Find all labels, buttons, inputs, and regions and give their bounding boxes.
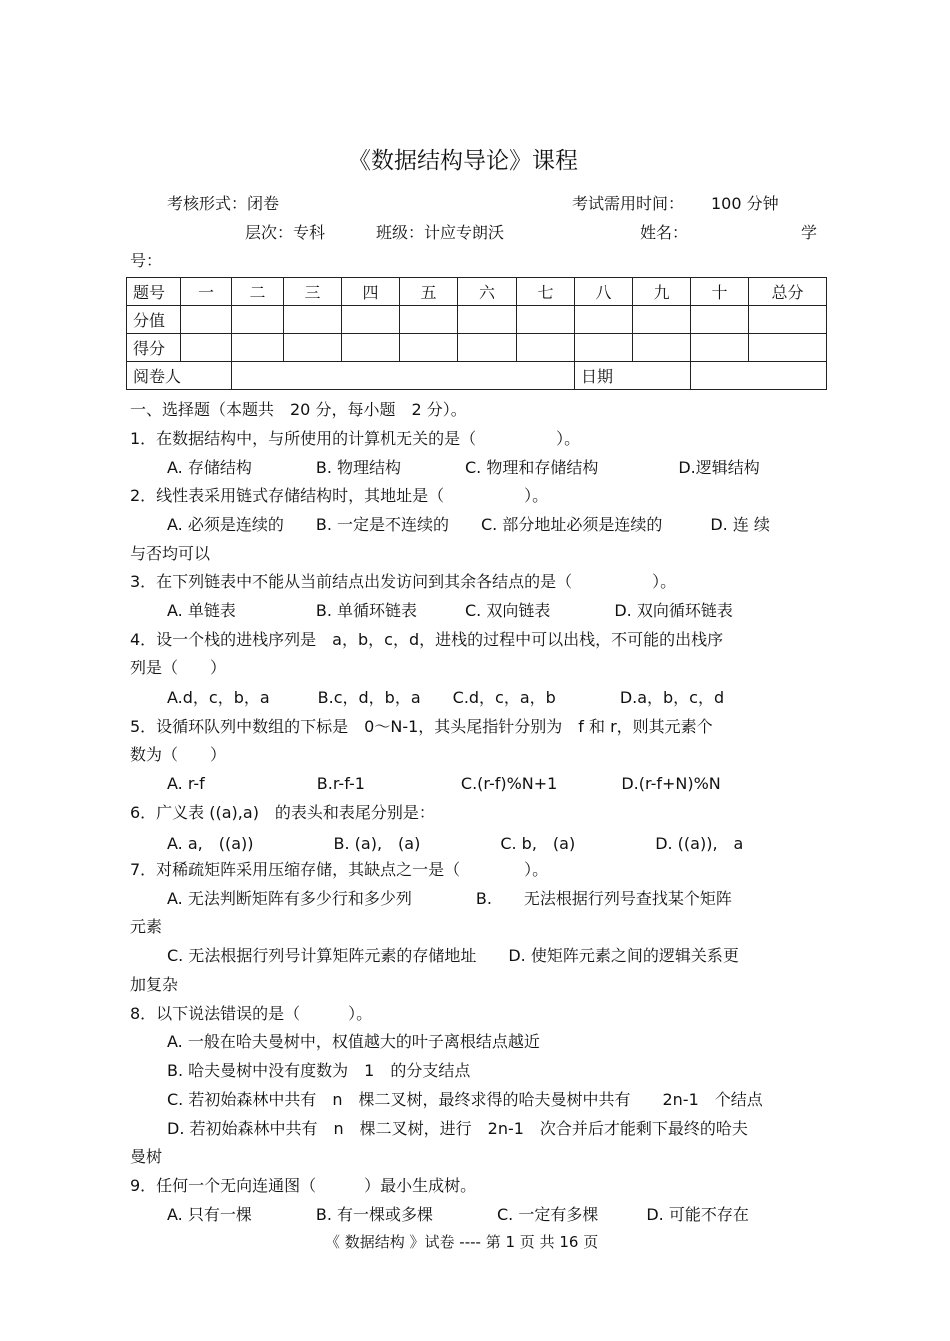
score-cell[interactable]: [517, 306, 575, 334]
score-cell[interactable]: [400, 334, 458, 362]
option-line: C. 若初始森林中共有 n 棵二叉树，最终求得的哈夫曼树中共有 2n-1 个结点: [167, 1090, 763, 1109]
score-cell[interactable]: [458, 306, 517, 334]
score-cell[interactable]: [342, 306, 400, 334]
question-line: 3．在下列链表中不能从当前结点出发访问到其余各结点的是（ ）。: [130, 572, 677, 591]
table-cell: 总分: [749, 278, 827, 306]
table-cell: 四: [342, 278, 400, 306]
question-line: 8．以下说法错误的是（ ）。: [130, 1004, 373, 1023]
option-line: 曼树: [130, 1147, 163, 1166]
score-cell[interactable]: [232, 334, 284, 362]
table-cell: 题号: [127, 278, 181, 306]
question-line: 2．线性表采用链式存储结构时，其地址是（ ）。: [130, 486, 549, 505]
question-line: 7．对稀疏矩阵采用压缩存储，其缺点之一是（ ）。: [130, 860, 549, 879]
table-cell: 十: [691, 278, 749, 306]
date-label: 日期: [575, 362, 691, 390]
table-cell: 八: [575, 278, 633, 306]
option-line: 与否均可以: [130, 544, 211, 563]
question-line: 1．在数据结构中，与所使用的计算机无关的是（ ）。: [130, 429, 581, 448]
option-line: D. 若初始森林中共有 n 棵二叉树，进行 2n-1 次合并后才能剩下最终的哈夫: [167, 1119, 748, 1138]
table-cell: 六: [458, 278, 517, 306]
table-cell: 五: [400, 278, 458, 306]
option-line: A.d，c，b，a B.c，d，b，a C.d，c，a，b D.a，b，c，d: [167, 688, 725, 707]
table-row: [127, 278, 827, 306]
question-line: 6．广义表 ((a),a) 的表头和表尾分别是：: [130, 803, 435, 822]
option-line: A. a, ((a)) B. (a), (a) C. b, (a) D. ((a)), a: [167, 834, 744, 853]
question-line: 列是（ ）: [130, 658, 227, 677]
question-line: 9．任何一个无向连通图（ ）最小生成树。: [130, 1176, 477, 1195]
score-cell[interactable]: [517, 334, 575, 362]
table-cell: 二: [232, 278, 284, 306]
table-cell: 九: [633, 278, 691, 306]
option-line: A. 无法判断矩阵有多少行和多少列 B. 无法根据行列号查找某个矩阵: [167, 889, 732, 908]
class: 班级：计应专朗沃: [376, 223, 505, 242]
section-heading: 一、选择题（本题共 20 分，每小题 2 分）。: [130, 400, 467, 419]
option-line: A. 存储结构 B. 物理结构 C. 物理和存储结构 D.逻辑结构: [167, 458, 760, 477]
exam-time-label: 考试需用时间：: [572, 194, 685, 213]
table-cell: 分值: [127, 306, 181, 334]
table-row: [127, 334, 827, 362]
score-cell[interactable]: [633, 334, 691, 362]
option-line: A. 单链表 B. 单循环链表 C. 双向链表 D. 双向循环链表: [167, 601, 733, 620]
score-cell[interactable]: [691, 306, 749, 334]
student-no-b: 号：: [130, 251, 163, 270]
table-cell: 一: [181, 278, 232, 306]
date-field[interactable]: [691, 362, 827, 390]
student-name: 姓名：: [640, 223, 689, 242]
score-cell[interactable]: [232, 306, 284, 334]
score-cell[interactable]: [575, 306, 633, 334]
option-line: A. r-f B.r-f-1 C.(r-f)%N+1 D.(r-f+N)%N: [167, 774, 721, 793]
option-line: 元素: [130, 917, 163, 936]
question-line: 数为（ ）: [130, 745, 227, 764]
option-line: 加复杂: [130, 975, 179, 994]
exam-form: 考核形式：闭卷: [167, 194, 280, 213]
document-title: 《数据结构导论》课程: [348, 148, 578, 174]
level: 层次：专科: [245, 223, 326, 242]
score-cell[interactable]: [284, 306, 342, 334]
option-line: B. 哈夫曼树中没有度数为 1 的分支结点: [167, 1061, 471, 1080]
question-line: 5．设循环队列中数组的下标是 0～N-1，其头尾指针分别为 f 和 r，则其元素个: [130, 717, 713, 736]
score-cell[interactable]: [749, 306, 827, 334]
table-cell: 三: [284, 278, 342, 306]
score-cell[interactable]: [342, 334, 400, 362]
option-line: A. 一般在哈夫曼树中，权值越大的叶子离根结点越近: [167, 1032, 540, 1051]
option-line: A. 只有一棵 B. 有一棵或多棵 C. 一定有多棵 D. 可能不存在: [167, 1205, 749, 1224]
score-cell[interactable]: [633, 306, 691, 334]
question-line: 4．设一个栈的进栈序列是 a，b，c，d，进栈的过程中可以出栈，不可能的出栈序: [130, 630, 724, 649]
score-cell[interactable]: [181, 306, 232, 334]
score-table: [126, 277, 827, 390]
table-cell: 得分: [127, 334, 181, 362]
score-cell[interactable]: [749, 334, 827, 362]
option-line: C. 无法根据行列号计算矩阵元素的存储地址 D. 使矩阵元素之间的逻辑关系更: [167, 946, 739, 965]
score-cell[interactable]: [575, 334, 633, 362]
table-cell: 七: [517, 278, 575, 306]
grader-label: 阅卷人: [127, 362, 232, 390]
score-cell[interactable]: [400, 306, 458, 334]
exam-time-value: 100 分钟: [711, 194, 779, 213]
option-line: A. 必须是连续的 B. 一定是不连续的 C. 部分地址必须是连续的 D. 连 续: [167, 515, 770, 534]
table-row: [127, 362, 827, 390]
student-no-a: 学: [801, 223, 818, 242]
score-cell[interactable]: [181, 334, 232, 362]
grader-field[interactable]: [232, 362, 575, 390]
score-cell[interactable]: [458, 334, 517, 362]
page-footer: 《 数据结构 》试卷 ---- 第 1 页 共 16 页: [325, 1233, 599, 1251]
table-row: [127, 306, 827, 334]
score-cell[interactable]: [284, 334, 342, 362]
score-cell[interactable]: [691, 334, 749, 362]
